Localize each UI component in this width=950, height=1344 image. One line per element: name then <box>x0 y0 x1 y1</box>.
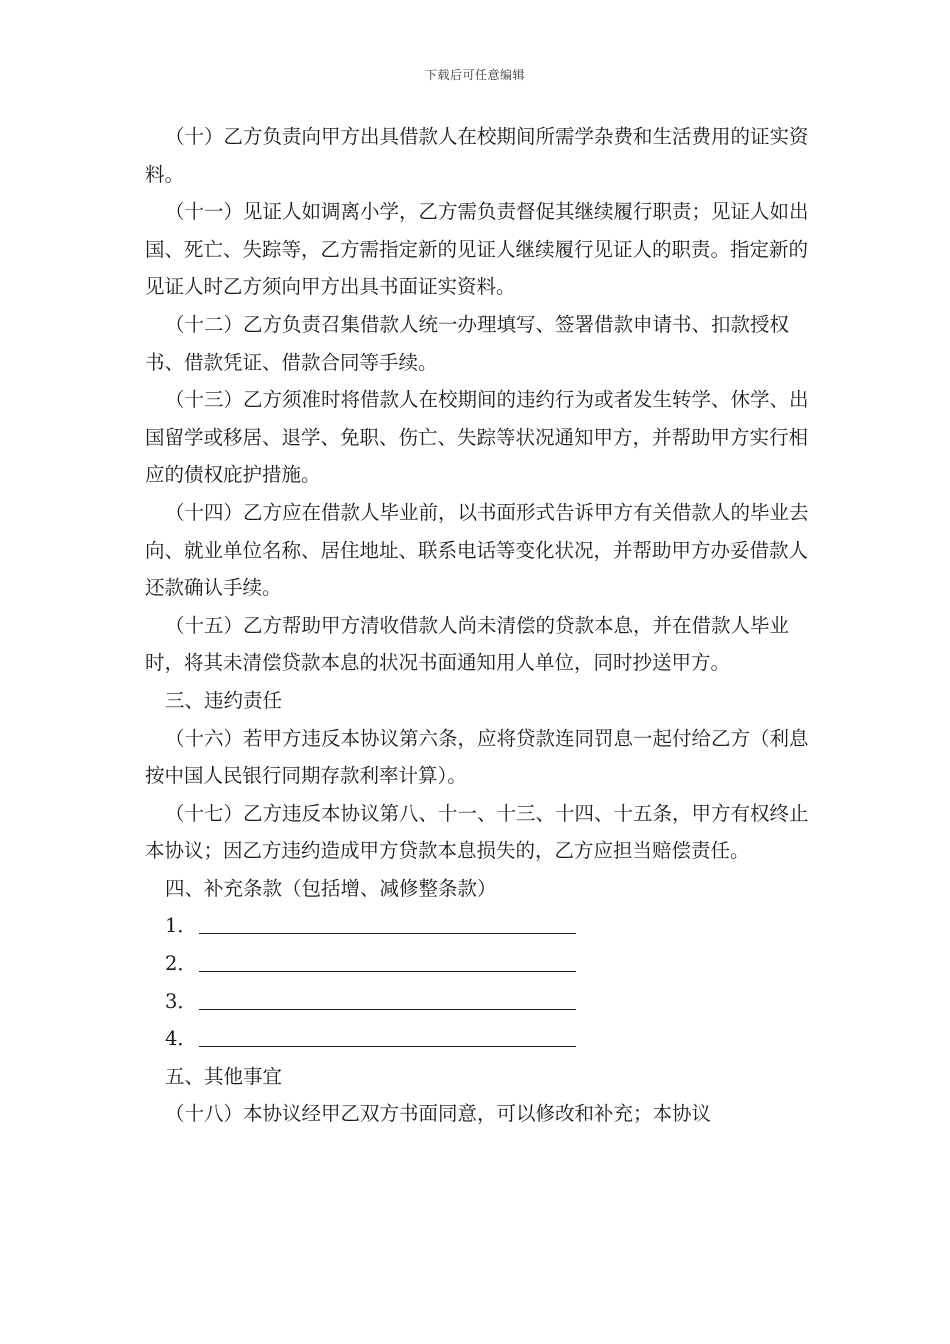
blank-item-number: 1． <box>165 914 197 938</box>
document-body <box>145 118 813 1133</box>
section-heading-breach-liability: 三、违约责任 <box>165 688 283 712</box>
blank-item-4 <box>145 1020 813 1058</box>
clause-17: （十七）乙方违反本协议第八、十一、十三、十四、十五条，甲方有权终止本协议；因乙方违约造成甲方贷款本息损失的，乙方应担当赔偿责任。 <box>145 801 809 863</box>
section-heading-supplementary-terms: 四、补充条款（包括增、减修整条款） <box>165 876 497 900</box>
clause-13: （十三）乙方须准时将借款人在校期间的违约行为或者发生转学、休学、出国留学或移居、退学、免职、伤亡、失踪等状况通知甲方，并帮助甲方实行相应的债权庇护措施。 <box>145 388 809 487</box>
blank-fill-line <box>199 1026 576 1047</box>
blank-item-number: 4． <box>165 1027 197 1051</box>
clause-16: （十六）若甲方违反本协议第六条，应将贷款连同罚息一起付给乙方（利息按中国人民银行同期存款利率计算）。 <box>145 726 809 788</box>
blank-item-number: 3． <box>165 989 197 1013</box>
clause-11: （十一）见证人如调离小学，乙方需负责督促其继续履行职责；见证人如出国、死亡、失踪等，乙方需指定新的见证人继续履行见证人的职责。指定新的见证人时乙方须向甲方出具书面证实资料。 <box>145 200 809 299</box>
section-heading-other-matters: 五、其他事宜 <box>165 1064 283 1088</box>
clause-12: （十二）乙方负责召集借款人统一办理填写、签署借款申请书、扣款授权书、借款凭证、借款合同等手续。 <box>145 312 790 374</box>
clause-14: （十四）乙方应在借款人毕业前，以书面形式告诉甲方有关借款人的毕业去向、就业单位名称、居住地址、联系电话等变化状况，并帮助甲方办妥借款人还款确认手续。 <box>145 500 809 600</box>
blank-item-3 <box>145 983 813 1021</box>
blank-item-2 <box>145 945 813 983</box>
blank-fill-line <box>199 951 576 972</box>
clause-18: （十八）本协议经甲乙双方书面同意，可以修改和补充；本协议 <box>165 1102 712 1126</box>
blank-item-1 <box>145 907 813 945</box>
clause-15: （十五）乙方帮助甲方清收借款人尚未清偿的贷款本息，并在借款人毕业时，将其未清偿贷款本息的状况书面通知用人单位，同时抄送甲方。 <box>145 613 790 675</box>
blank-fill-line <box>199 989 576 1010</box>
blank-fill-line <box>199 913 576 934</box>
page-header-note: 下载后可任意编辑 <box>424 68 525 82</box>
clause-10: （十）乙方负责向甲方出具借款人在校期间所需学杂费和生活费用的证实资料。 <box>145 125 809 186</box>
blank-item-number: 2． <box>165 952 197 976</box>
